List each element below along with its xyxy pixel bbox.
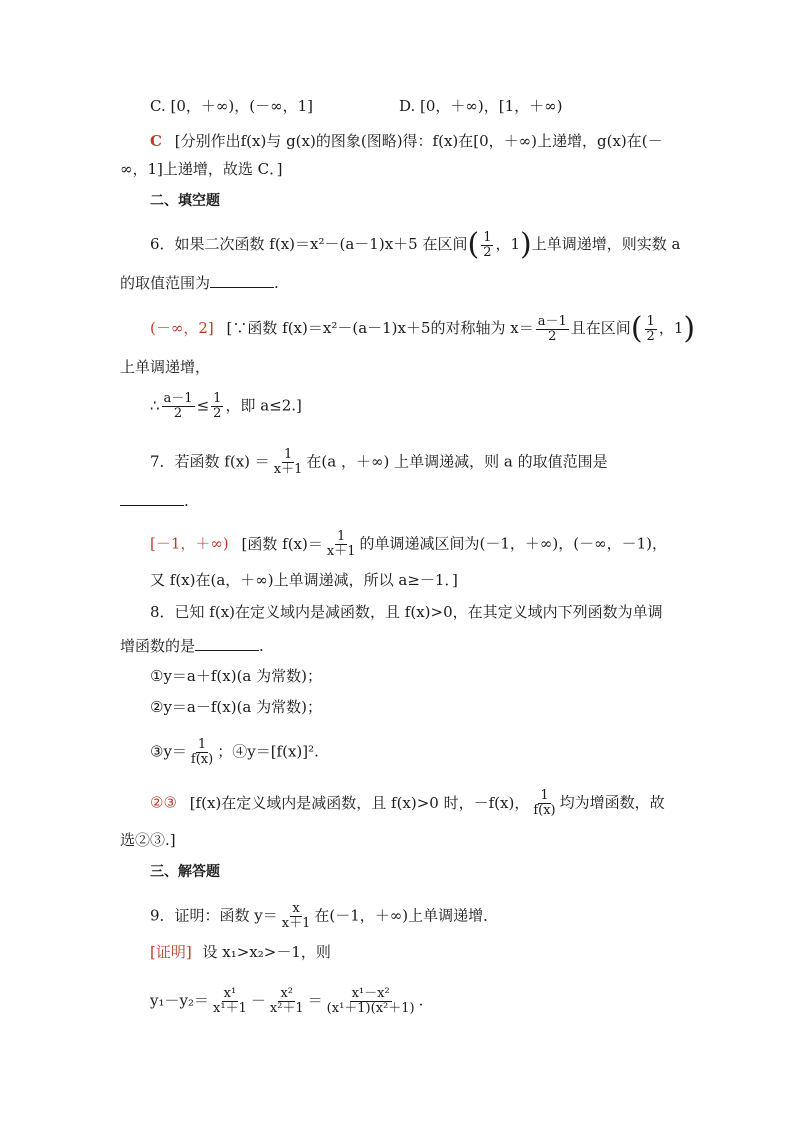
q6-paren-close: ) (520, 227, 532, 262)
q9-proof-label: [证明] (150, 943, 192, 961)
q8-answer-mark: ②③ (150, 793, 177, 812)
q6-answer-paren-close: ) (683, 311, 696, 346)
q9-stem-den: x＋1 (281, 916, 311, 931)
q9-stem-fraction (280, 902, 313, 931)
q8-option-3-4 (150, 738, 319, 767)
q8-answer-fraction (531, 789, 557, 818)
q6-answer-range: (－∞，2] (150, 319, 214, 337)
section-heading-fill-in: 二、填空题 (150, 193, 220, 209)
q9-eq-f3-num: x¹－x² (351, 986, 390, 1001)
q6-paren-open: ( (467, 227, 480, 262)
q7-answer-blank (120, 491, 184, 506)
q9-eq-minus: － (250, 991, 266, 1010)
q7-answer-range: [－1，＋∞) (150, 534, 229, 553)
q5-answer-line1 (150, 131, 663, 151)
q9-eq-frac2 (268, 987, 306, 1016)
q7-stem-a: 7．若函数 f(x) ＝ (150, 452, 270, 471)
q9-eq-equals: ＝ (307, 991, 323, 1010)
q8-stem-line1: 8．已知 f(x)在定义域内是减函数，且 f(x)>0，在其定义域内下列函数为单调 (150, 603, 663, 621)
q7-stem-den: x＋1 (273, 462, 303, 477)
q8-answer-a: [f(x)在定义域内是减函数，且 f(x)>0 时，－f(x)， (189, 793, 530, 812)
q8-opt3-a: ③y＝ (150, 742, 187, 761)
q6-line3-den1: 2 (173, 406, 183, 421)
q9-stem-num: x (292, 901, 300, 916)
q8-stem-line2: 增函数的是 . (120, 637, 264, 655)
q6-answer-line3 (150, 392, 302, 421)
q8-answer-line2: 选②③.] (120, 831, 176, 849)
q6-answer-blank (210, 273, 274, 288)
q6-answer-c-num: 1 (646, 313, 655, 329)
q6-answer-interval-fraction (645, 315, 657, 344)
q9-proof-line1 (150, 942, 331, 962)
q9-eq-f1-num: x¹ (223, 986, 237, 1001)
q9-eq-f1-den: x¹＋1 (212, 1001, 247, 1016)
q6-line3-den2: 2 (213, 406, 222, 421)
q9-eq-f2-num: x² (280, 986, 294, 1001)
q6-therefore: ∴ (150, 396, 160, 415)
q7-answer-line1 (150, 530, 667, 559)
q7-stem-line1 (150, 448, 608, 477)
q8-opt3-num: 1 (197, 737, 207, 752)
q8-option-1: ①y＝a＋f(x)(a 为常数)； (150, 667, 322, 685)
q9-equation (150, 987, 423, 1016)
q9-eq-lhs: y₁－y₂＝ (150, 991, 209, 1010)
q6-stem-c: 上单调递增，则实数 a (531, 235, 681, 253)
q8-opt3-fraction (189, 738, 215, 767)
q5-answer-text1: [分别作出f(x)与 g(x)的图象(图略)得：f(x)在[0，＋∞)上递增，g(x)在(－ (174, 132, 663, 150)
section-heading-solutions: 三、解答题 (150, 864, 220, 880)
q9-stem-a: 9．证明：函数 y＝ (150, 906, 278, 925)
q7-answer-b: 的单调递减区间为(－1，＋∞)，(－∞，－1)， (359, 534, 667, 553)
q6-stem2: 的取值范围为 (120, 274, 211, 292)
q6-answer-d: ，1 (658, 319, 684, 337)
q7-answer-fraction (325, 530, 358, 559)
q8-answer-den: f(x) (533, 803, 556, 818)
q6-stem-a: 6．如果二次函数 f(x)＝x²－(a－1)x＋5 在区间 (150, 235, 468, 253)
q9-eq-end: . (418, 991, 424, 1010)
q9-eq-frac3 (325, 987, 417, 1016)
q5-answer-text2: ∞，1]上递增，故选 C．] (120, 160, 283, 178)
q6-stem-line2: 的取值范围为 . (120, 274, 279, 292)
q9-stem (150, 902, 498, 931)
q7-answer-den: x＋1 (326, 544, 356, 559)
q6-answer-line3-frac2 (211, 392, 223, 421)
q6-answer-frac-den: 2 (548, 328, 557, 344)
q8-answer-blank (195, 636, 259, 651)
q6-answer-b: 且在区间 (570, 319, 631, 337)
q7-stem-line2: . (120, 491, 189, 511)
q6-stem-line1 (150, 227, 681, 262)
q6-line3-leq: ≤ (196, 396, 210, 415)
q6-stem-b: ，1 (495, 235, 521, 253)
q6-answer-c-den: 2 (646, 328, 655, 344)
q7-answer-line2: 又 f(x)在(a，＋∞)上单调递减，所以 a≥－1．] (150, 571, 458, 589)
q7-answer-a: [函数 f(x)＝ (241, 534, 323, 553)
q6-answer-frac-num: a－1 (537, 313, 567, 329)
q9-eq-f3-den: (x¹＋1)(x²＋1) (326, 1001, 415, 1016)
q8-opt3-b: ；④y＝[f(x)]². (217, 742, 319, 761)
q6-answer-paren-open: ( (630, 311, 643, 346)
q7-stem-num: 1 (283, 447, 293, 462)
q9-stem-b: 在(－1，＋∞)上单调递增． (314, 906, 499, 925)
q6-stem-frac-num: 1 (483, 229, 492, 245)
option-c: C. [0，＋∞)，(－∞，1] (150, 97, 313, 115)
q8-answer-b: 均为增函数，故 (559, 793, 665, 812)
q6-answer-line3-frac1 (162, 392, 195, 421)
q6-answer-line1 (150, 311, 696, 346)
q8-stem2: 增函数的是 (120, 637, 196, 655)
q6-answer-a: [∵函数 f(x)＝x²－(a－1)x＋5的对称轴为 x＝ (226, 319, 534, 337)
q8-answer-line1 (150, 789, 665, 818)
q8-opt3-den: f(x) (190, 752, 214, 767)
q7-stem-b: 在(a ，＋∞) 上单调递减，则 a 的取值范围是 (306, 452, 608, 471)
q6-line3-num2: 1 (213, 391, 222, 406)
q9-proof-a: 设 x₁>x₂>－1，则 (202, 943, 331, 961)
q6-stem-fraction (481, 231, 493, 260)
q8-option-2: ②y＝a－f(x)(a 为常数)； (150, 698, 322, 716)
q9-eq-f2-den: x²＋1 (269, 1001, 304, 1016)
q7-stem-fraction (272, 448, 305, 477)
q9-eq-frac1 (211, 987, 249, 1016)
q6-line3-num1: a－1 (163, 391, 193, 406)
q7-answer-num: 1 (337, 529, 346, 544)
option-d: D. [0，＋∞)，[1，＋∞) (399, 97, 563, 115)
q6-line3-suffix: ，即 a≤2.] (225, 396, 302, 415)
q6-stem-frac-den: 2 (483, 244, 492, 260)
q8-answer-num: 1 (540, 788, 549, 803)
q6-answer-axis-fraction (536, 315, 569, 344)
q6-answer-line2: 上单调递增， (120, 358, 211, 376)
q5-answer-letter: C (150, 132, 162, 150)
